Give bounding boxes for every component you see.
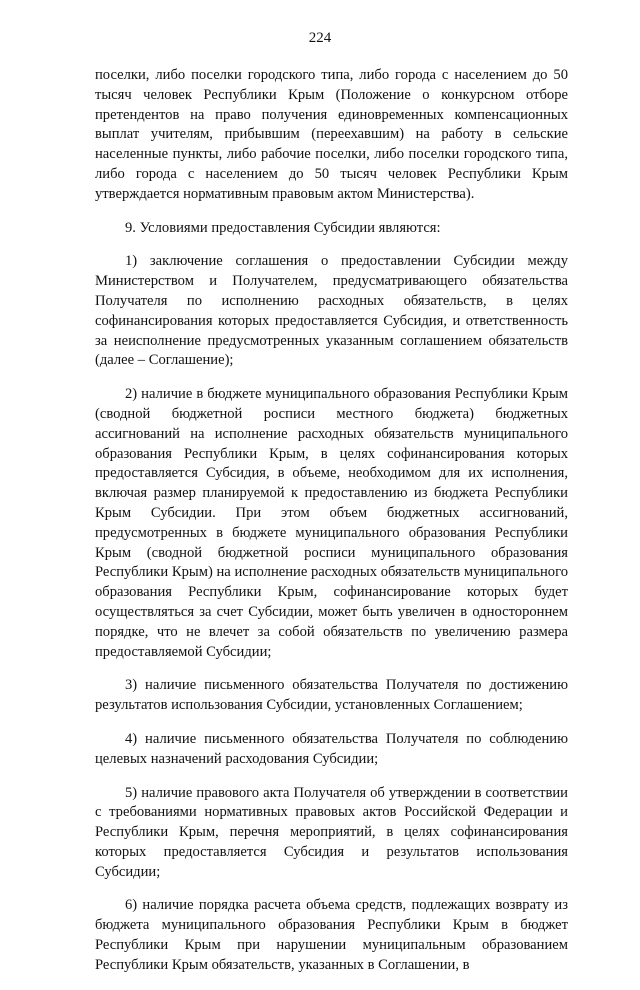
- condition-item-4: 4) наличие письменного обязательства Получателя по соблюдению целевых назначений расходования Субсидии;: [95, 730, 568, 767]
- section-heading-9: 9. Условиями предоставления Субсидии являются:: [125, 219, 441, 236]
- condition-item-1: 1) заключение соглашения о предоставлении Субсидии между Министерством и Получателем, предусматривающего обязательства Получателя по исполнению расходных обязательств, в целях софинансирования которых предоставляется Субсидия, и ответственность за неисполнение предусмотренных указанным соглашением обязательств (далее – Соглашение);: [95, 253, 568, 369]
- document-body: [95, 66, 568, 990]
- condition-item-5: 5) наличие правового акта Получателя об утверждении в соответствии с требованиями нормативных правовых актов Российской Федерации и Республики Крым, перечня мероприятий, в целях софинансирования которых предоставляется Субсидия и результатов использования Субсидии;: [95, 784, 568, 880]
- page-number: 224: [308, 30, 332, 46]
- condition-item-6: 6) наличие порядка расчета объема средств, подлежащих возврату из бюджета муниципального образования Республики Крым в бюджет Республики Крым при нарушении муниципальным образованием Республики Крым обязательств, указанных в Соглашении, в: [95, 897, 568, 973]
- condition-item-3: 3) наличие письменного обязательства Получателя по достижению результатов использования Субсидии, установленных Соглашением;: [95, 677, 568, 714]
- paragraph-continuation: поселки, либо поселки городского типа, либо города с населением до 50 тысяч человек Республики Крым (Положение о конкурсном отборе претендентов на право получения единовременных компенсационных выплат учителям, прибывшим (переехавшим) на работу в сельские населенные пункты, либо рабочие поселки, либо поселки городского типа, либо города с населением до 50 тысяч человек Республики Крым утверждается нормативным правовым актом Министерства).: [95, 67, 568, 202]
- condition-item-2: 2) наличие в бюджете муниципального образования Республики Крым (сводной бюджетной росписи местного бюджета) бюджетных ассигнований на исполнение расходных обязательств муниципального образования Республики Крым, в целях софинансирования которых предоставляется Субсидия, в объеме, необходимом для их исполнения, включая размер планируемой к предоставлению из бюджета Республики Крым Субсидии. При этом объем бюджетных ассигнований, предусмотренных в бюджете муниципального образования Республики Крым (сводной бюджетной росписи муниципального образования Республики Крым) на исполнение расходных обязательств муниципального образования Республики Крым, софинансирование которых будет осуществляться за счет Субсидии, может быть увеличен в одностороннем порядке, что не влечет за собой обязательств по увеличению размера предоставляемой Субсидии;: [95, 386, 568, 660]
